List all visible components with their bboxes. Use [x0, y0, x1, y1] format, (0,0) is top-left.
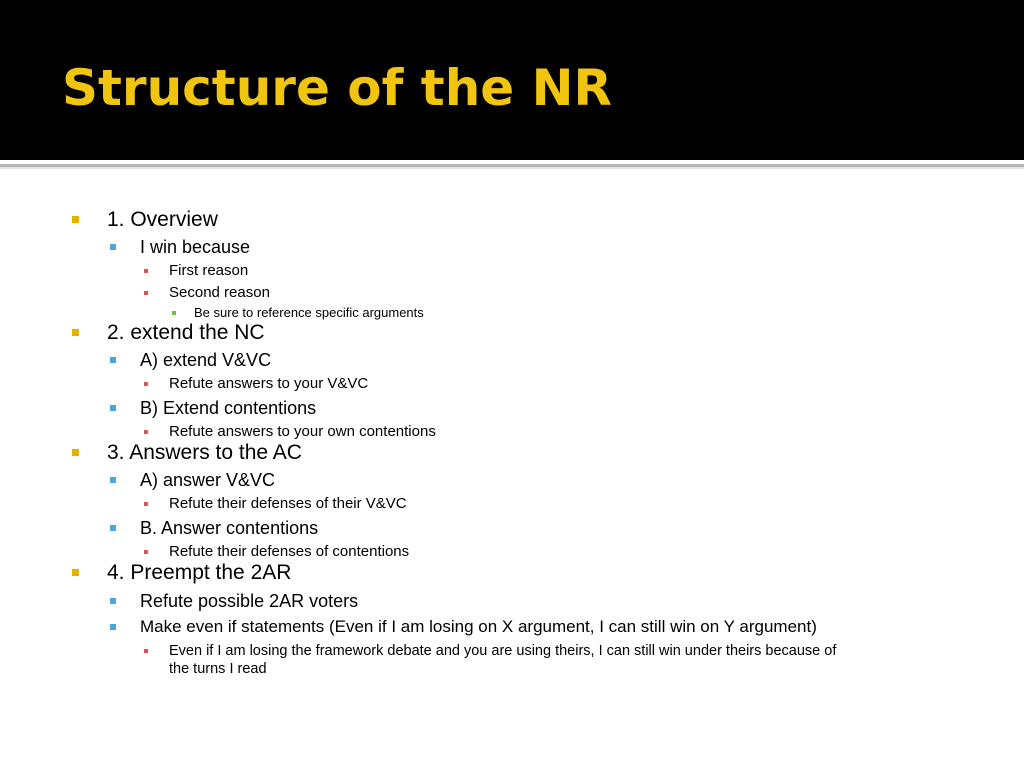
list-item-text: Refute answers to your own contentions	[169, 423, 436, 440]
list-item-text: 3. Answers to the AC	[107, 441, 302, 464]
list-item-text: Be sure to reference specific arguments	[194, 305, 424, 320]
slide-title: Structure of the NR	[62, 59, 612, 117]
header-divider-shadow	[0, 167, 1024, 169]
bullet-square-icon	[72, 329, 79, 336]
bullet-square-icon	[110, 405, 116, 411]
slide-header	[0, 0, 1024, 160]
bullet-square-icon	[172, 311, 176, 315]
bullet-square-icon	[110, 598, 116, 604]
bullet-square-icon	[144, 502, 148, 506]
list-item-text: the turns I read	[169, 661, 267, 677]
list-item-text: Second reason	[169, 284, 270, 301]
bullet-square-icon	[144, 382, 148, 386]
bullet-square-icon	[110, 525, 116, 531]
bullet-square-icon	[144, 291, 148, 295]
list-item-text: Refute their defenses of contentions	[169, 543, 410, 560]
list-item-text: 2. extend the NC	[107, 321, 265, 344]
list-item-text: A) extend V&VC	[140, 350, 272, 370]
list-item-text: A) answer V&VC	[140, 470, 276, 490]
list-item-text: First reason	[169, 262, 249, 279]
list-item-text: Make even if statements (Even if I am losing on X argument, I can still win on Y argument)	[140, 617, 817, 636]
bullet-square-icon	[144, 269, 148, 273]
list-item-text: Refute their defenses of their V&VC	[169, 495, 407, 512]
bullet-square-icon	[72, 569, 79, 576]
bullet-square-icon	[72, 449, 79, 456]
bullet-square-icon	[144, 430, 148, 434]
list-item-text: B) Extend contentions	[140, 398, 317, 418]
list-item-text: Refute possible 2AR voters	[140, 591, 359, 611]
list-item-text: Refute answers to your V&VC	[169, 375, 369, 392]
bullet-square-icon	[144, 649, 148, 653]
bullet-square-icon	[110, 477, 116, 483]
bullet-square-icon	[110, 624, 116, 630]
list-item-text: 1. Overview	[107, 208, 218, 231]
list-item-text: Even if I am losing the framework debate and you are using theirs, I can still win under theirs because of	[169, 643, 837, 659]
list-item-text: 4. Preempt the 2AR	[107, 561, 292, 584]
list-item-text: B. Answer contentions	[140, 518, 319, 538]
bullet-square-icon	[72, 216, 79, 223]
bullet-square-icon	[110, 244, 116, 250]
bullet-square-icon	[144, 550, 148, 554]
list-item-text: I win because	[140, 237, 251, 257]
bullet-square-icon	[110, 357, 116, 363]
